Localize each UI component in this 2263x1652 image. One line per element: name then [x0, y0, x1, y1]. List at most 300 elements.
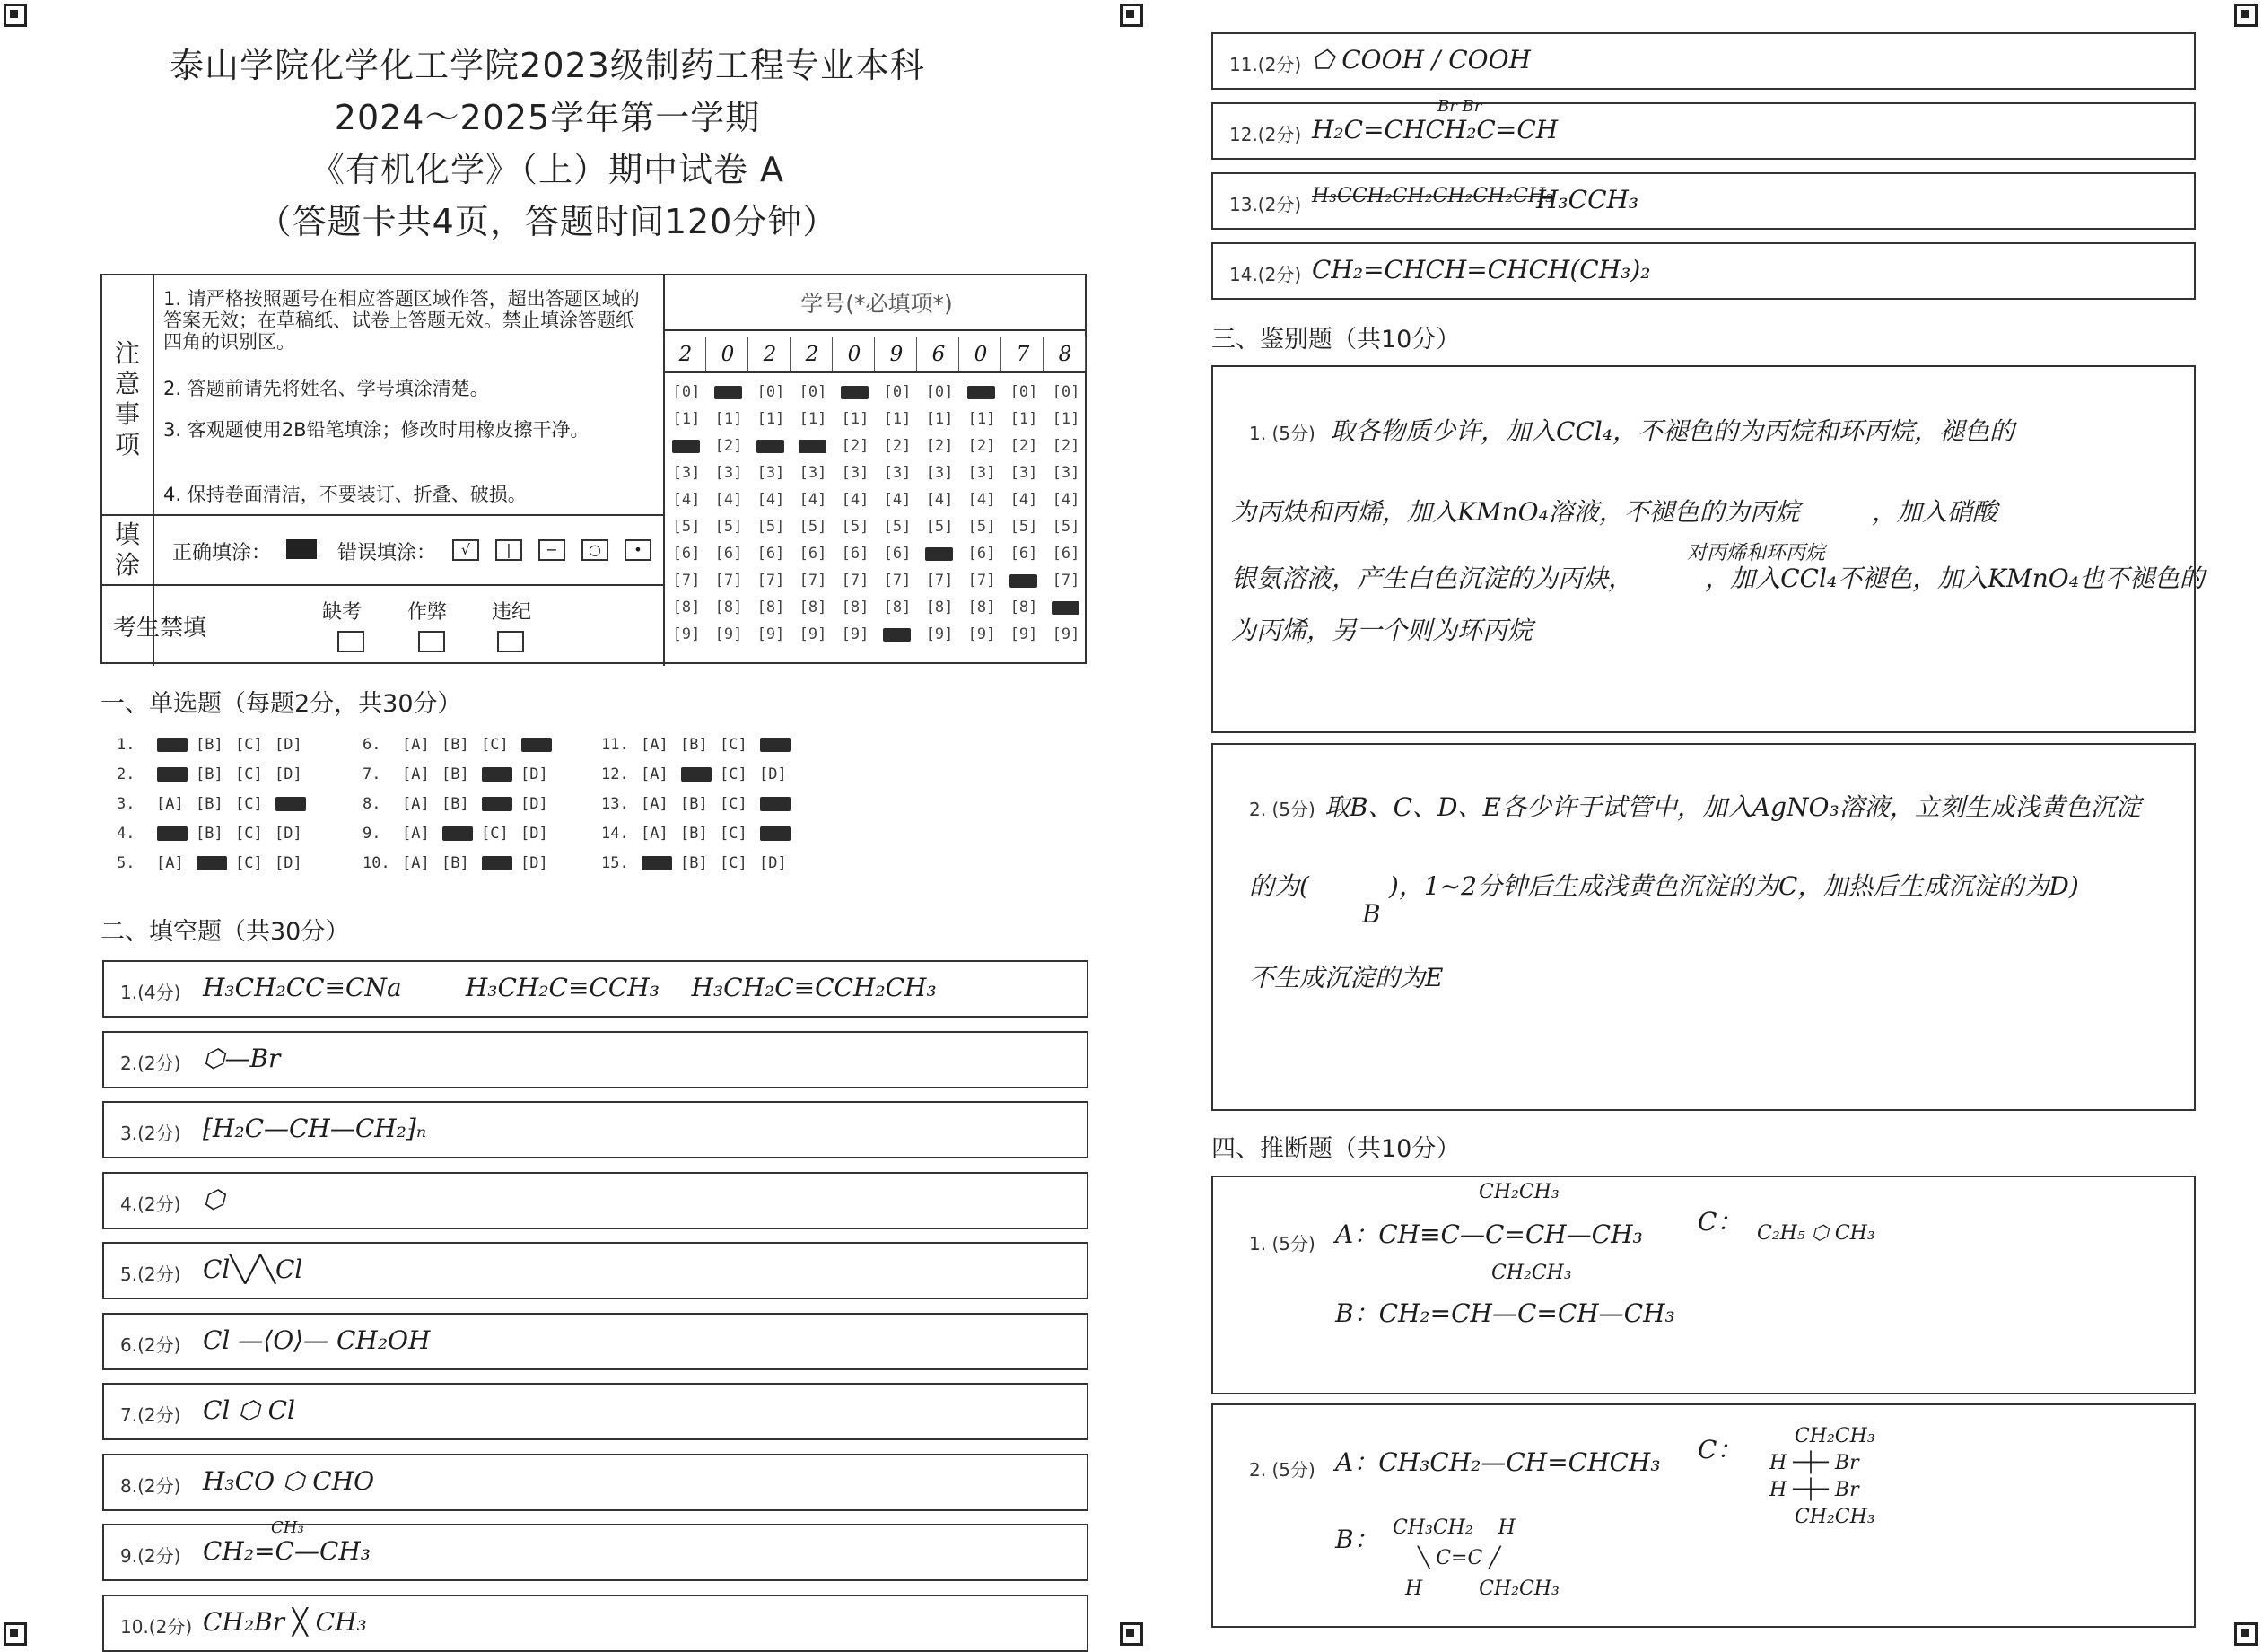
answer-option-b[interactable]: [B] — [196, 765, 223, 783]
student-id-bubble[interactable]: [0] — [799, 383, 827, 401]
answer-option-a[interactable] — [156, 765, 196, 783]
section4-title: 四、推断题（共10分） — [1211, 1135, 1461, 1163]
student-id-bubble[interactable] — [753, 437, 789, 455]
student-id-bubble[interactable]: [8] — [1009, 599, 1038, 616]
corner-marker-bottom-left — [4, 1622, 27, 1646]
answer-option-b[interactable]: [B] — [680, 736, 708, 754]
fill-blank-label: 6.(2分) — [120, 1333, 181, 1356]
answer-option-b[interactable]: [B] — [441, 736, 469, 754]
question-number: 2. — [117, 765, 135, 783]
student-id-bubble[interactable]: [6] — [799, 545, 827, 563]
answer-option-a[interactable]: [A] — [641, 825, 668, 843]
answer-option-d[interactable] — [759, 736, 799, 754]
forbid-absent-label: 缺考 — [322, 601, 363, 624]
single-choice-question-13 — [601, 795, 799, 813]
fill-blank-handwritten-answer: ⁅H₂C—CH—CH₂⁆ₙ — [203, 1114, 427, 1143]
student-id-bubble[interactable]: [6] — [1052, 545, 1080, 563]
answer-option-c[interactable]: [C] — [235, 854, 263, 872]
student-id-bubble[interactable]: [0] — [1052, 383, 1080, 401]
student-id-bubble[interactable]: [2] — [883, 437, 912, 455]
student-id-bubble[interactable]: [4] — [925, 491, 954, 509]
answer-option-d[interactable]: [D] — [520, 825, 548, 843]
fill-caption: 填涂 — [114, 520, 140, 580]
answer-option-b[interactable]: [B] — [196, 736, 223, 754]
student-id-digit-9: 7 — [1003, 337, 1044, 371]
fill-blank-handwritten-answer: H₃CH₂CC≡CNa H₃CH₂C≡CCH₃ H₃CH₂C≡CCH₂CH₃ — [203, 973, 937, 1002]
student-id-bubble[interactable]: [8] — [883, 599, 912, 616]
student-id-bubble[interactable]: [3] — [799, 464, 827, 482]
student-id-bubble[interactable]: [9] — [925, 625, 954, 643]
question-number: 7. — [363, 765, 381, 783]
answer-option-c[interactable]: [C] — [481, 825, 509, 843]
answer-option-d[interactable]: [D] — [520, 765, 548, 783]
answer-option-b[interactable]: [B] — [196, 795, 223, 813]
student-id-bubble[interactable] — [795, 437, 831, 455]
answer-option-a[interactable]: [A] — [402, 795, 430, 813]
student-id-bubble[interactable]: [3] — [883, 464, 912, 482]
answer-option-b[interactable]: [B] — [441, 765, 469, 783]
fill-blank-handwritten-answer: ⬡ — [203, 1184, 225, 1214]
answer-option-c[interactable]: [C] — [235, 765, 263, 783]
student-id-bubble[interactable]: [4] — [1009, 491, 1038, 509]
fill-blank-handwritten-answer: H₃CCH₃ — [1536, 185, 1639, 214]
student-id-bubble[interactable]: [1] — [799, 410, 827, 428]
single-choice-question-7 — [363, 765, 560, 783]
fill-blank-handwritten-answer: Cl╲╱╲Cl — [203, 1254, 303, 1284]
student-id-bubble[interactable]: [4] — [672, 491, 701, 509]
question-number: 10. — [363, 854, 390, 872]
identification-q1-line-1: 取各物质少许，加入CCl₄，不褪色的为丙烷和环丙烷，褪色的 — [1330, 416, 2015, 446]
student-id-bubble[interactable]: [3] — [925, 464, 954, 482]
student-id-bubble[interactable]: [9] — [1009, 625, 1038, 643]
fill-blank-box-4[interactable] — [102, 1172, 1088, 1229]
student-id-bubble[interactable]: [1] — [925, 410, 954, 428]
fill-blank-label: 7.(2分) — [120, 1404, 181, 1426]
answer-option-c[interactable]: [C] — [720, 825, 747, 843]
student-id-bubble[interactable]: [5] — [756, 518, 785, 536]
fill-blank-box-12[interactable] — [1211, 97, 2196, 160]
fill-blank-box-9[interactable] — [102, 1518, 1088, 1581]
question-number: 8. — [363, 795, 381, 813]
wrong-mark-check: √ — [452, 539, 479, 561]
single-choice-question-6 — [363, 736, 560, 754]
student-id-header: 学号(*必填项*) — [800, 291, 953, 317]
student-id-bubble[interactable]: [8] — [925, 599, 954, 616]
student-id-bubble[interactable]: [9] — [967, 625, 996, 643]
answer-option-d[interactable]: [D] — [275, 736, 302, 754]
question-number: 5. — [117, 854, 135, 872]
single-choice-question-14 — [601, 825, 799, 843]
answer-option-c[interactable]: [C] — [235, 825, 263, 843]
student-id-bubble[interactable]: [4] — [799, 491, 827, 509]
answer-option-d[interactable]: [D] — [759, 765, 787, 783]
fill-blank-handwritten-answer: ⬠ COOH / COOH — [1312, 45, 1531, 74]
student-id-bubble[interactable]: [7] — [1052, 572, 1080, 590]
student-id-bubble[interactable]: [5] — [672, 518, 701, 536]
student-id-bubble[interactable]: [1] — [672, 410, 701, 428]
single-choice-question-11 — [601, 736, 799, 754]
notice-item-2: 2. 答题前请先将姓名、学号填涂清楚。 — [163, 378, 489, 399]
wrong-mark-bar: | — [495, 539, 522, 561]
student-id-bubble[interactable]: [6] — [967, 545, 996, 563]
inference-q1-C: C： — [1698, 1207, 1743, 1237]
fill-blank-box-13[interactable] — [1211, 172, 2196, 230]
answer-option-b[interactable]: [B] — [441, 854, 469, 872]
fill-blank-label: 13.(2分) — [1229, 194, 1302, 215]
identification-q1-line-4: 为丙烯，另一个则为环丙烷 — [1231, 616, 1533, 645]
student-id-bubble[interactable]: [5] — [1009, 518, 1038, 536]
inference-q2-B-structure: CH₃CH₂ H ╲ C=C ╱ H CH₂CH₃ — [1393, 1517, 1560, 1600]
answer-option-d[interactable]: [D] — [275, 765, 302, 783]
student-id-bubble[interactable]: [5] — [883, 518, 912, 536]
fill-blank-box-3[interactable] — [102, 1101, 1088, 1158]
inference-q1-C-structure: C₂H₅ ⬡ CH₃ — [1757, 1222, 1875, 1245]
student-id-bubble[interactable]: [7] — [714, 572, 743, 590]
student-id-digit-7: 6 — [919, 337, 959, 371]
answer-option-a[interactable]: [A] — [641, 765, 668, 783]
student-id-bubble[interactable]: [4] — [714, 491, 743, 509]
identification-q1-box[interactable] — [1211, 365, 2205, 733]
answer-option-a[interactable]: [A] — [402, 825, 430, 843]
fill-blank-box-5[interactable] — [102, 1242, 1088, 1299]
answer-option-c[interactable]: [C] — [720, 854, 747, 872]
answer-option-b[interactable]: [B] — [680, 795, 708, 813]
student-id-bubble[interactable]: [5] — [714, 518, 743, 536]
fill-blank-handwritten-answer: Cl ⬡ Cl — [203, 1395, 296, 1425]
answer-option-b[interactable]: [B] — [441, 795, 469, 813]
student-id-bubble[interactable]: [1] — [967, 410, 996, 428]
answer-option-d[interactable] — [759, 795, 799, 813]
corner-marker-top-right — [2234, 4, 2258, 27]
student-id-bubble[interactable]: [1] — [883, 410, 912, 428]
student-id-bubble[interactable]: [3] — [841, 464, 869, 482]
fill-blank-handwritten-answer: CH₂Br ╳ CH₃ — [203, 1606, 367, 1637]
fill-blank-box-11[interactable] — [1211, 32, 2196, 90]
fill-correct-label: 正确填涂： — [172, 542, 272, 564]
single-choice-question-4 — [117, 825, 314, 843]
question-number: 4. — [117, 825, 135, 843]
inference-q2-C-structure: CH₂CH₃ H ─┼─ Br H ─┼─ Br CH₂CH₃ — [1769, 1425, 1875, 1528]
student-id-bubble[interactable]: [2] — [841, 437, 869, 455]
inference-q1-A-substituent: CH₂CH₃ — [1479, 1181, 1560, 1203]
student-id-bubble[interactable]: [8] — [967, 599, 996, 616]
question-number: 3. — [117, 795, 135, 813]
fill-blank-label: 8.(2分) — [120, 1474, 181, 1497]
student-id-bubble[interactable]: [5] — [925, 518, 954, 536]
question-number: 15. — [601, 854, 629, 872]
answer-option-b[interactable] — [196, 854, 235, 872]
fill-blank-substituent: CH₃ — [271, 1518, 304, 1537]
student-id-bubble[interactable]: [1] — [714, 410, 743, 428]
single-choice-question-2 — [117, 765, 314, 783]
student-id-bubble[interactable] — [1048, 599, 1084, 616]
student-id-bubble[interactable]: [6] — [714, 545, 743, 563]
student-id-bubble[interactable]: [3] — [672, 464, 701, 482]
fill-blank-box-8[interactable] — [102, 1454, 1088, 1511]
student-id-bubble[interactable]: [6] — [756, 545, 785, 563]
fill-blank-label: 14.(2分) — [1229, 264, 1302, 285]
student-id-bubble[interactable]: [9] — [756, 625, 785, 643]
fill-blank-label: 4.(2分) — [120, 1193, 181, 1215]
answer-option-b[interactable]: [B] — [196, 825, 223, 843]
answer-option-b[interactable]: [B] — [680, 825, 708, 843]
notice-item-1: 1. 请严格按照题号在相应答题区域作答，超出答题区域的答案无效；在草稿纸、试卷上答题无效。禁止填涂答题纸四角的识别区。 — [163, 288, 640, 353]
fill-blank-handwritten-answer: CH₂=CHCH=CHCH(CH₃)₂ — [1312, 255, 1651, 284]
forbid-cheat-label: 作弊 — [407, 601, 448, 624]
fill-blank-label: 3.(2分) — [120, 1123, 181, 1144]
answer-option-d[interactable]: [D] — [520, 795, 548, 813]
answer-option-a[interactable] — [156, 736, 196, 754]
student-id-bubble[interactable]: [0] — [756, 383, 785, 401]
student-id-bubble[interactable]: [8] — [672, 599, 701, 616]
student-id-bubble[interactable]: [2] — [714, 437, 743, 455]
corner-marker-bottom-right — [2234, 1622, 2258, 1646]
student-id-bubble[interactable] — [837, 383, 873, 401]
student-id-digit-10: 8 — [1045, 337, 1086, 371]
fill-blank-label: 10.(2分) — [120, 1615, 193, 1638]
answer-option-b[interactable] — [680, 765, 720, 783]
student-id-digit-6: 9 — [877, 337, 917, 371]
single-choice-question-8 — [363, 795, 560, 813]
student-id-digit-3: 2 — [750, 337, 791, 371]
fill-blank-label: 1.(4分) — [120, 982, 181, 1003]
fill-blank-label: 5.(2分) — [120, 1263, 181, 1285]
single-choice-question-5 — [117, 854, 314, 872]
fill-blank-box-1[interactable] — [102, 960, 1088, 1018]
student-id-bubble[interactable]: [6] — [883, 545, 912, 563]
student-id-digit-5: 0 — [834, 337, 875, 371]
student-id-bubble[interactable]: [9] — [672, 625, 701, 643]
single-choice-question-9 — [363, 825, 560, 843]
student-id-bubble[interactable]: [4] — [967, 491, 996, 509]
student-id-bubble[interactable] — [711, 383, 747, 401]
fill-blank-box-10[interactable] — [102, 1595, 1088, 1652]
student-id-bubble[interactable]: [7] — [841, 572, 869, 590]
fill-blank-handwritten-answer: CH₂=C—CH₃ — [203, 1536, 371, 1566]
answer-option-c[interactable] — [481, 795, 520, 813]
forbid-cheat-box[interactable] — [418, 631, 445, 652]
notice-item-3: 3. 客观题使用2B铅笔填涂；修改时用橡皮擦干净。 — [163, 419, 590, 441]
student-id-bubble[interactable]: [1] — [1009, 410, 1038, 428]
identification-q2-line-3: 不生成沉淀的为E — [1249, 963, 1444, 992]
answer-option-d[interactable]: [D] — [275, 825, 302, 843]
forbid-caption: 考生禁填 — [113, 615, 207, 642]
answer-option-d[interactable] — [520, 736, 560, 754]
answer-option-d[interactable] — [759, 825, 799, 843]
student-id-bubble[interactable]: [8] — [841, 599, 869, 616]
student-id-bubble[interactable]: [5] — [967, 518, 996, 536]
student-id-bubble[interactable]: [2] — [925, 437, 954, 455]
corner-marker-top-left — [4, 4, 27, 27]
student-id-bubble[interactable]: [4] — [883, 491, 912, 509]
identification-q1-insert: 对丙烯和环丙烷 — [1687, 542, 1826, 564]
student-id-bubble[interactable]: [4] — [756, 491, 785, 509]
student-id-digit-4: 2 — [792, 337, 833, 371]
student-id-bubble[interactable]: [9] — [841, 625, 869, 643]
forbid-violation-box[interactable] — [497, 631, 524, 652]
student-id-bubble[interactable]: [7] — [925, 572, 954, 590]
inference-q1-box[interactable] — [1211, 1176, 2196, 1394]
answer-option-a[interactable]: [A] — [641, 795, 668, 813]
single-choice-question-3 — [117, 795, 314, 813]
answer-option-c[interactable] — [481, 854, 520, 872]
student-id-bubble[interactable]: [5] — [1052, 518, 1080, 536]
wrong-mark-circle: ○ — [581, 539, 608, 561]
student-id-bubble[interactable]: [8] — [756, 599, 785, 616]
answer-option-a[interactable]: [A] — [402, 854, 430, 872]
inference-q1-B-substituent: CH₂CH₃ — [1491, 1262, 1572, 1284]
student-id-bubble[interactable] — [964, 383, 1000, 401]
answer-option-d[interactable] — [275, 795, 314, 813]
student-id-bubble[interactable]: [5] — [841, 518, 869, 536]
corner-marker-top-middle — [1120, 4, 1143, 27]
identification-q2-label: 2. (5分) — [1249, 799, 1315, 820]
student-id-bubble[interactable] — [668, 437, 704, 455]
student-id-bubble[interactable]: [2] — [1052, 437, 1080, 455]
single-choice-question-15 — [601, 854, 799, 872]
question-number: 1. — [117, 736, 135, 754]
answer-option-c[interactable]: [C] — [235, 736, 263, 754]
student-id-bubble[interactable]: [3] — [967, 464, 996, 482]
question-number: 13. — [601, 795, 629, 813]
answer-option-a[interactable]: [A] — [641, 736, 668, 754]
student-id-bubble[interactable]: [9] — [799, 625, 827, 643]
fill-blank-handwritten-answer: H₂C=CHCH₂C=CH — [1312, 115, 1559, 144]
student-id-bubble[interactable]: [1] — [1052, 410, 1080, 428]
inference-q2-A: A：CH₃CH₂—CH=CHCH₃ — [1335, 1447, 1661, 1477]
single-choice-question-12 — [601, 765, 799, 783]
student-id-bubble[interactable]: [2] — [1009, 437, 1038, 455]
student-id-bubble[interactable] — [1006, 572, 1042, 590]
student-id-bubble[interactable]: [6] — [841, 545, 869, 563]
identification-q2-line-2: 的为( )，1~2分钟后生成浅黄色沉淀的为C，加热后生成沉淀的为D) — [1249, 871, 2079, 901]
identification-q2-sub: B — [1362, 899, 1381, 929]
inference-q2-B: B： — [1335, 1525, 1379, 1554]
header-line-2: 2024～2025学年第一学期 — [334, 98, 761, 137]
answer-option-d[interactable]: [D] — [759, 854, 787, 872]
identification-q1-line-2: 为丙炔和丙烯，加入KMnO₄溶液，不褪色的为丙烷 ，加入硝酸 — [1231, 497, 1997, 527]
answer-option-c[interactable] — [481, 765, 520, 783]
identification-q2-line-1: 取B、C、D、E各少许于试管中，加入AgNO₃溶液，立刻生成浅黄色沉淀 — [1324, 792, 2141, 822]
student-id-bubble[interactable]: [3] — [1009, 464, 1038, 482]
student-id-bubble[interactable]: [8] — [714, 599, 743, 616]
student-id-bubble[interactable] — [922, 545, 957, 563]
student-id-bubble[interactable]: [7] — [883, 572, 912, 590]
inference-q2-label: 2. (5分) — [1249, 1459, 1315, 1481]
student-id-bubble[interactable]: [3] — [714, 464, 743, 482]
student-id-bubble[interactable]: [7] — [967, 572, 996, 590]
fill-blank-label: 2.(2分) — [120, 1052, 181, 1074]
student-id-bubble[interactable]: [3] — [756, 464, 785, 482]
student-id-bubble[interactable]: [7] — [756, 572, 785, 590]
answer-option-d[interactable]: [D] — [520, 854, 548, 872]
student-id-digit-1: 2 — [666, 337, 706, 371]
answer-option-b[interactable] — [441, 825, 481, 843]
identification-q1-label: 1. (5分) — [1249, 423, 1315, 444]
student-id-bubble[interactable]: [6] — [672, 545, 701, 563]
question-number: 12. — [601, 765, 629, 783]
student-id-bubble[interactable]: [6] — [1009, 545, 1038, 563]
student-id-bubble[interactable]: [4] — [841, 491, 869, 509]
answer-option-c[interactable]: [C] — [481, 736, 509, 754]
notice-box — [100, 274, 1087, 664]
question-number: 14. — [601, 825, 629, 843]
student-id-bubble[interactable]: [2] — [967, 437, 996, 455]
wrong-mark-dash: − — [538, 539, 565, 561]
fill-blank-box-14[interactable] — [1211, 242, 2196, 300]
single-choice-question-1 — [117, 736, 314, 754]
answer-option-d[interactable]: [D] — [275, 854, 302, 872]
fill-blank-box-6[interactable] — [102, 1313, 1088, 1370]
fill-blank-struck-answer: H₃CCH₂CH₂CH₂CH₂CH₃ — [1312, 185, 1554, 207]
section1-title: 一、单选题（每题2分，共30分） — [100, 690, 462, 718]
fill-blank-handwritten-answer: Cl —⟨O⟩— CH₂OH — [203, 1324, 431, 1355]
student-id-bubble[interactable]: [7] — [799, 572, 827, 590]
header-line-3: 《有机化学》（上）期中试卷 A — [310, 150, 785, 189]
forbid-violation-label: 违纪 — [492, 601, 532, 624]
student-id-bubble[interactable]: [7] — [672, 572, 701, 590]
answer-option-c[interactable]: [C] — [720, 736, 747, 754]
answer-option-a[interactable]: [A] — [402, 736, 430, 754]
answer-option-c[interactable]: [C] — [235, 795, 263, 813]
student-id-bubble[interactable]: [5] — [799, 518, 827, 536]
student-id-bubble[interactable]: [0] — [925, 383, 954, 401]
answer-option-a[interactable] — [641, 854, 680, 872]
fill-correct-sample — [286, 539, 317, 559]
notice-item-4: 4. 保持卷面清洁，不要装订、折叠、破损。 — [163, 484, 527, 505]
fill-blank-handwritten-answer: H₃CO ⬡ CHO — [203, 1465, 375, 1496]
wrong-mark-dot: • — [625, 539, 651, 561]
student-id-bubble[interactable]: [3] — [1052, 464, 1080, 482]
answer-option-a[interactable]: [A] — [156, 854, 184, 872]
student-id-bubble[interactable]: [0] — [883, 383, 912, 401]
fill-blank-label: 11.(2分) — [1229, 54, 1302, 75]
header-line-1: 泰山学院化学化工学院2023级制药工程专业本科 — [170, 46, 925, 85]
fill-blank-box-7[interactable] — [102, 1383, 1088, 1440]
student-id-bubble[interactable]: [9] — [714, 625, 743, 643]
forbid-absent-box[interactable] — [337, 631, 364, 652]
single-choice-question-10 — [363, 854, 560, 872]
student-id-bubble[interactable] — [879, 625, 915, 643]
student-id-bubble[interactable]: [9] — [1052, 625, 1080, 643]
student-id-bubble[interactable]: [8] — [799, 599, 827, 616]
answer-option-c[interactable]: [C] — [720, 795, 747, 813]
answer-option-b[interactable]: [B] — [680, 854, 708, 872]
identification-q2-box[interactable] — [1211, 743, 2196, 1111]
answer-option-a[interactable]: [A] — [156, 795, 184, 813]
fill-blank-label: 9.(2分) — [120, 1545, 181, 1567]
student-id-digit-8: 0 — [961, 337, 1001, 371]
student-id-bubble[interactable]: [0] — [1009, 383, 1038, 401]
answer-option-a[interactable]: [A] — [402, 765, 430, 783]
student-id-bubble[interactable]: [0] — [672, 383, 701, 401]
answer-option-c[interactable]: [C] — [720, 765, 747, 783]
fill-blank-box-2[interactable] — [102, 1031, 1088, 1088]
fill-blank-handwritten-answer: ⬡—Br — [203, 1043, 281, 1073]
student-id-bubble[interactable]: [4] — [1052, 491, 1080, 509]
inference-q1-A: A：CH≡C—C=CH—CH₃ — [1335, 1219, 1643, 1249]
fill-wrong-label: 错误填涂： — [337, 542, 437, 564]
student-id-bubble[interactable]: [1] — [841, 410, 869, 428]
section3-title: 三、鉴别题（共10分） — [1211, 326, 1461, 354]
question-number: 9. — [363, 825, 381, 843]
fill-blank-label: 12.(2分) — [1229, 124, 1302, 145]
inference-q1-B: B：CH₂=CH—C=CH—CH₃ — [1335, 1298, 1675, 1328]
question-number: 11. — [601, 736, 629, 754]
inference-q2-box[interactable] — [1211, 1403, 2196, 1628]
student-id-bubble[interactable]: [1] — [756, 410, 785, 428]
answer-option-a[interactable] — [156, 825, 196, 843]
